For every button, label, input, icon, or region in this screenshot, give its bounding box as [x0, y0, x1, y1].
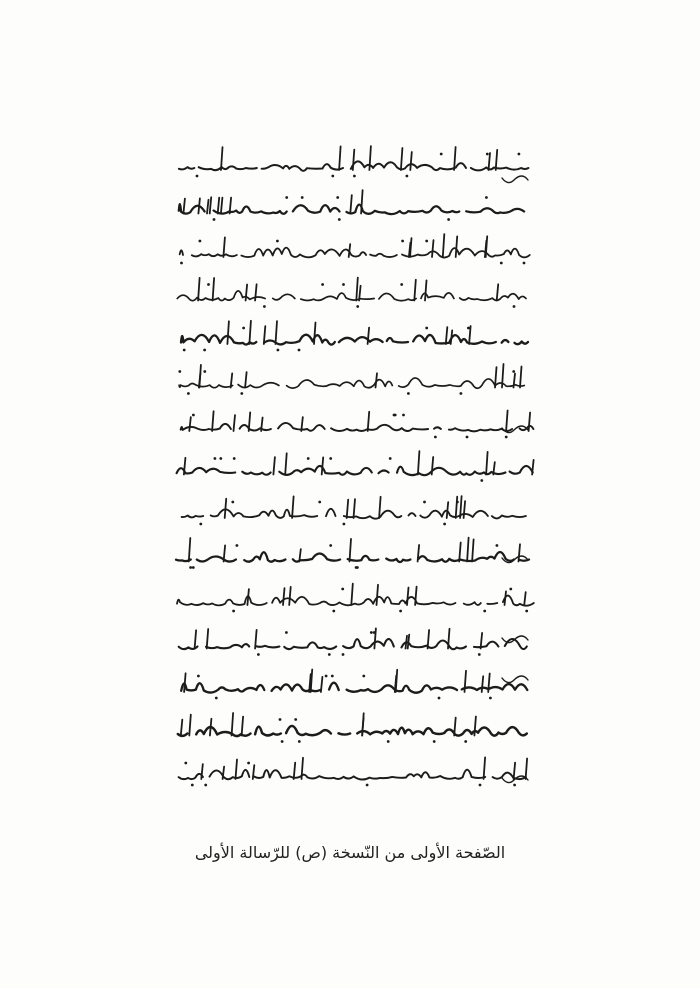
manuscript-dot: [366, 784, 369, 787]
manuscript-dot: [231, 501, 234, 504]
manuscript-ascender-stroke: [189, 538, 191, 562]
manuscript-ascender-stroke: [484, 757, 486, 779]
manuscript-ascender-stroke: [418, 451, 420, 474]
manuscript-dot: [247, 762, 250, 765]
manuscript-dot: [207, 283, 210, 286]
manuscript-ascender-stroke: [497, 284, 499, 300]
manuscript-line: [536, 636, 540, 651]
manuscript-ascender-stroke: [349, 244, 351, 257]
manuscript-line-stroke: [169, 291, 526, 301]
manuscript-dot: [401, 240, 404, 243]
manuscript-ascender-stroke: [247, 589, 249, 605]
manuscript-ascender-stroke: [311, 670, 313, 693]
manuscript-dot: [387, 740, 390, 743]
manuscript-dot: [433, 740, 436, 743]
manuscript-ascender-stroke: [474, 717, 476, 736]
manuscript-ascender-stroke: [350, 195, 352, 213]
manuscript-dot: [183, 349, 186, 352]
manuscript-ascender-stroke: [428, 630, 430, 649]
manuscript-dot: [263, 305, 266, 308]
manuscript-dot: [460, 392, 463, 395]
manuscript-ascender-stroke: [218, 198, 220, 214]
manuscript-dot: [214, 457, 217, 460]
manuscript-dot: [189, 566, 192, 569]
manuscript-ascender-stroke: [198, 278, 200, 301]
manuscript-dot: [232, 610, 235, 613]
manuscript-line: [535, 288, 540, 303]
manuscript-ascender-stroke: [524, 592, 526, 605]
manuscript-ascender-stroke: [242, 717, 244, 736]
manuscript-dot: [489, 697, 492, 700]
manuscript-ascender-stroke: [212, 411, 214, 431]
manuscript-ascender-stroke: [249, 321, 251, 344]
manuscript-dot: [213, 218, 216, 221]
manuscript-dot: [281, 740, 284, 743]
manuscript-dot: [204, 784, 207, 787]
manuscript-ascender-stroke: [283, 588, 285, 605]
manuscript-ascender-stroke: [454, 718, 456, 736]
manuscript-ascender-stroke: [486, 452, 488, 475]
manuscript-ascender-stroke: [255, 284, 257, 300]
manuscript-dot: [353, 175, 356, 178]
manuscript-ascender-stroke: [292, 496, 294, 518]
manuscript-dot: [294, 718, 297, 721]
manuscript-ascender-stroke: [401, 148, 403, 170]
manuscript-ascender-stroke: [207, 629, 209, 649]
manuscript-line: [536, 418, 540, 433]
manuscript-ascender-stroke: [496, 150, 498, 170]
manuscript-line: [536, 766, 540, 781]
manuscript-line-stroke: [181, 335, 528, 345]
manuscript-line-stroke: [179, 639, 527, 649]
manuscript-ascender-stroke: [245, 372, 247, 387]
manuscript-ascender-stroke: [246, 285, 248, 301]
manuscript-ascender-stroke: [410, 238, 412, 257]
manuscript-ascender-stroke: [189, 715, 191, 736]
manuscript-dot: [402, 414, 405, 417]
manuscript-dot: [518, 153, 521, 156]
manuscript-dot: [329, 457, 332, 460]
manuscript-dot: [466, 436, 469, 439]
manuscript-dot: [191, 784, 194, 787]
manuscript-ascender-stroke: [379, 497, 381, 518]
manuscript-ascender-stroke: [183, 199, 185, 214]
manuscript-ascender-stroke: [322, 457, 324, 474]
manuscript-dot: [329, 544, 332, 547]
manuscript-dot: [505, 436, 508, 439]
manuscript-ascender-stroke: [514, 763, 516, 779]
manuscript-ascender-stroke: [354, 499, 356, 518]
manuscript-dot: [342, 653, 345, 656]
manuscript-dot: [318, 501, 321, 504]
manuscript-dot: [467, 327, 470, 330]
manuscript-ascender-stroke: [207, 200, 209, 214]
manuscript-ascender-stroke: [351, 584, 353, 605]
manuscript-ascender-stroke: [350, 539, 352, 562]
manuscript-ascender-stroke: [432, 240, 434, 257]
manuscript-dot: [321, 283, 324, 286]
manuscript-ascender-stroke: [356, 278, 358, 301]
manuscript-dot: [483, 610, 486, 613]
manuscript-ascender-stroke: [273, 457, 275, 474]
manuscript-ascender-stroke: [467, 538, 469, 562]
manuscript-dot: [394, 414, 397, 417]
manuscript-line: [536, 549, 540, 564]
manuscript-dot: [485, 196, 488, 199]
manuscript-dot: [343, 523, 346, 526]
manuscript-handwriting: [168, 140, 540, 825]
manuscript-dot: [523, 262, 526, 265]
manuscript-dot: [203, 349, 206, 352]
manuscript-dot: [199, 240, 202, 243]
manuscript-dot: [240, 392, 243, 395]
manuscript-dot: [513, 784, 516, 787]
manuscript-dot: [215, 697, 218, 700]
manuscript-ascender-stroke: [285, 453, 287, 474]
manuscript-line: [535, 723, 540, 738]
margin-note: [505, 553, 534, 563]
manuscript-dot: [277, 349, 280, 352]
manuscript-ascender-stroke: [520, 367, 522, 388]
manuscript-image: [168, 140, 540, 825]
manuscript-dot: [438, 697, 441, 700]
manuscript-dot: [525, 610, 528, 613]
margin-note: [503, 633, 534, 643]
manuscript-ascender-stroke: [451, 330, 453, 344]
manuscript-dot: [456, 501, 459, 504]
manuscript-ascender-stroke: [225, 499, 227, 518]
manuscript-ascender-stroke: [195, 630, 197, 648]
manuscript-dot: [356, 305, 359, 308]
manuscript-dot: [298, 349, 301, 352]
manuscript-ascender-stroke: [289, 587, 291, 605]
manuscript-ascender-stroke: [221, 198, 223, 214]
margin-note: [521, 773, 534, 783]
manuscript-line: [536, 462, 540, 477]
manuscript-ascender-stroke: [505, 591, 507, 605]
manuscript-dot: [480, 479, 483, 482]
manuscript-ascender-stroke: [489, 153, 491, 170]
manuscript-ascender-stroke: [447, 502, 449, 518]
manuscript-dot: [187, 392, 190, 395]
manuscript-dot: [332, 610, 335, 613]
manuscript-dot: [301, 196, 304, 199]
manuscript-ascender-stroke: [234, 415, 236, 431]
manuscript-dot: [203, 370, 206, 373]
margin-note: [500, 423, 534, 433]
manuscript-ascender-stroke: [472, 539, 474, 561]
manuscript-dot: [178, 370, 181, 373]
manuscript-dot: [336, 196, 339, 199]
manuscript-dot: [192, 566, 195, 569]
manuscript-dot: [440, 153, 443, 156]
manuscript-ascender-stroke: [482, 676, 484, 692]
manuscript-dot: [400, 283, 403, 286]
manuscript-dot: [423, 501, 426, 504]
manuscript-ascender-stroke: [406, 636, 408, 649]
manuscript-line: [536, 375, 540, 390]
manuscript-dot: [184, 762, 187, 765]
manuscript-dot: [285, 631, 288, 634]
manuscript-line-stroke: [177, 596, 534, 606]
manuscript-ascender-stroke: [339, 146, 341, 170]
manuscript-line-stroke: [181, 683, 527, 693]
manuscript-dot: [197, 675, 200, 678]
manuscript-dot: [331, 675, 334, 678]
manuscript-ascender-stroke: [410, 152, 412, 170]
manuscript-dot: [219, 457, 222, 460]
manuscript-ascender-stroke: [213, 278, 215, 301]
manuscript-dot: [342, 283, 345, 286]
manuscript-dot: [443, 523, 446, 526]
manuscript-ascender-stroke: [181, 720, 183, 736]
manuscript-line: [536, 592, 540, 607]
manuscript-dot: [425, 240, 428, 243]
manuscript-dot: [389, 457, 392, 460]
manuscript-ascender-stroke: [396, 670, 398, 692]
manuscript-dot: [338, 218, 341, 221]
manuscript-ascender-stroke: [376, 373, 378, 387]
manuscript-dot: [399, 610, 402, 613]
manuscript-dot: [362, 675, 365, 678]
manuscript-dot: [512, 370, 515, 373]
manuscript-ascender-stroke: [189, 417, 191, 431]
manuscript-dot: [407, 392, 410, 395]
manuscript-dot: [513, 305, 516, 308]
manuscript-line: [536, 679, 540, 694]
manuscript-line-stroke: [177, 466, 533, 475]
manuscript-ascender-stroke: [314, 323, 316, 345]
manuscript-dot: [370, 631, 373, 634]
manuscript-dot: [180, 262, 183, 265]
manuscript-line-stroke: [176, 552, 529, 562]
manuscript-dot: [425, 327, 428, 330]
manuscript-dot: [434, 436, 437, 439]
manuscript-dot: [479, 784, 482, 787]
manuscript-dot: [464, 740, 467, 743]
manuscript-ascender-stroke: [377, 585, 379, 605]
manuscript-dot: [257, 653, 260, 656]
manuscript-ascender-stroke: [407, 588, 409, 606]
manuscript-line-stroke: [175, 423, 533, 431]
manuscript-ascender-stroke: [456, 497, 458, 518]
manuscript-dot: [496, 544, 499, 547]
manuscript-dot: [331, 175, 334, 178]
manuscript-line: [536, 244, 540, 259]
manuscript-dot: [192, 414, 195, 417]
manuscript-dot: [196, 175, 199, 178]
manuscript-ascender-stroke: [443, 234, 445, 257]
manuscript-line: [536, 505, 540, 520]
manuscript-ascender-stroke: [456, 236, 458, 257]
manuscript-ascender-stroke: [232, 713, 234, 736]
manuscript-ascender-stroke: [408, 635, 410, 649]
manuscript-ascender-stroke: [276, 321, 278, 344]
manuscript-ascender-stroke: [446, 327, 448, 344]
manuscript-ascender-stroke: [347, 500, 349, 518]
manuscript-dot: [406, 175, 409, 178]
manuscript-ascender-stroke: [227, 321, 229, 344]
manuscript-ascender-stroke: [223, 237, 225, 257]
manuscript-dot: [373, 631, 376, 634]
manuscript-dot: [279, 718, 282, 721]
manuscript-dot: [298, 740, 301, 743]
manuscript-line-stroke: [179, 770, 526, 780]
manuscript-dot: [242, 327, 245, 330]
manuscript-line-stroke: [173, 248, 530, 258]
manuscript-dot: [509, 588, 512, 591]
manuscript-ascender-stroke: [249, 412, 251, 431]
manuscript-dot: [478, 653, 481, 656]
manuscript-line: [536, 200, 540, 216]
margin-note: [508, 673, 534, 683]
manuscript-dot: [233, 457, 236, 460]
manuscript-line: [536, 331, 540, 346]
manuscript-ascender-stroke: [210, 197, 212, 213]
manuscript-dot: [341, 588, 344, 591]
manuscript-dot: [328, 653, 331, 656]
manuscript-dot: [236, 544, 239, 547]
manuscript-ascender-stroke: [368, 412, 370, 431]
manuscript-dot: [285, 196, 288, 199]
page-caption: الصّفحة الأولى من النّسخة (ص) للرّسالة الأولى: [194, 843, 506, 862]
margin-note: [524, 173, 535, 183]
manuscript-ascender-stroke: [198, 198, 200, 213]
manuscript-ascender-stroke: [210, 719, 212, 736]
manuscript-ascender-stroke: [353, 150, 355, 170]
manuscript-ascender-stroke: [414, 280, 416, 301]
manuscript-dot: [276, 240, 279, 243]
manuscript-dot: [307, 457, 310, 460]
manuscript-dot: [447, 218, 450, 221]
manuscript-dot: [500, 262, 503, 265]
manuscript-ascender-stroke: [321, 677, 323, 692]
manuscript-ascender-stroke: [425, 280, 427, 300]
manuscript-ascender-stroke: [236, 760, 238, 780]
manuscript-dot: [355, 566, 358, 569]
manuscript-dot: [486, 153, 489, 156]
manuscript-dot: [199, 523, 202, 526]
manuscript-ascender-stroke: [432, 457, 434, 475]
manuscript-ascender-stroke: [294, 763, 296, 779]
manuscript-dot: [325, 675, 328, 678]
manuscript-line: [536, 157, 540, 172]
manuscript-ascender-stroke: [464, 501, 466, 518]
